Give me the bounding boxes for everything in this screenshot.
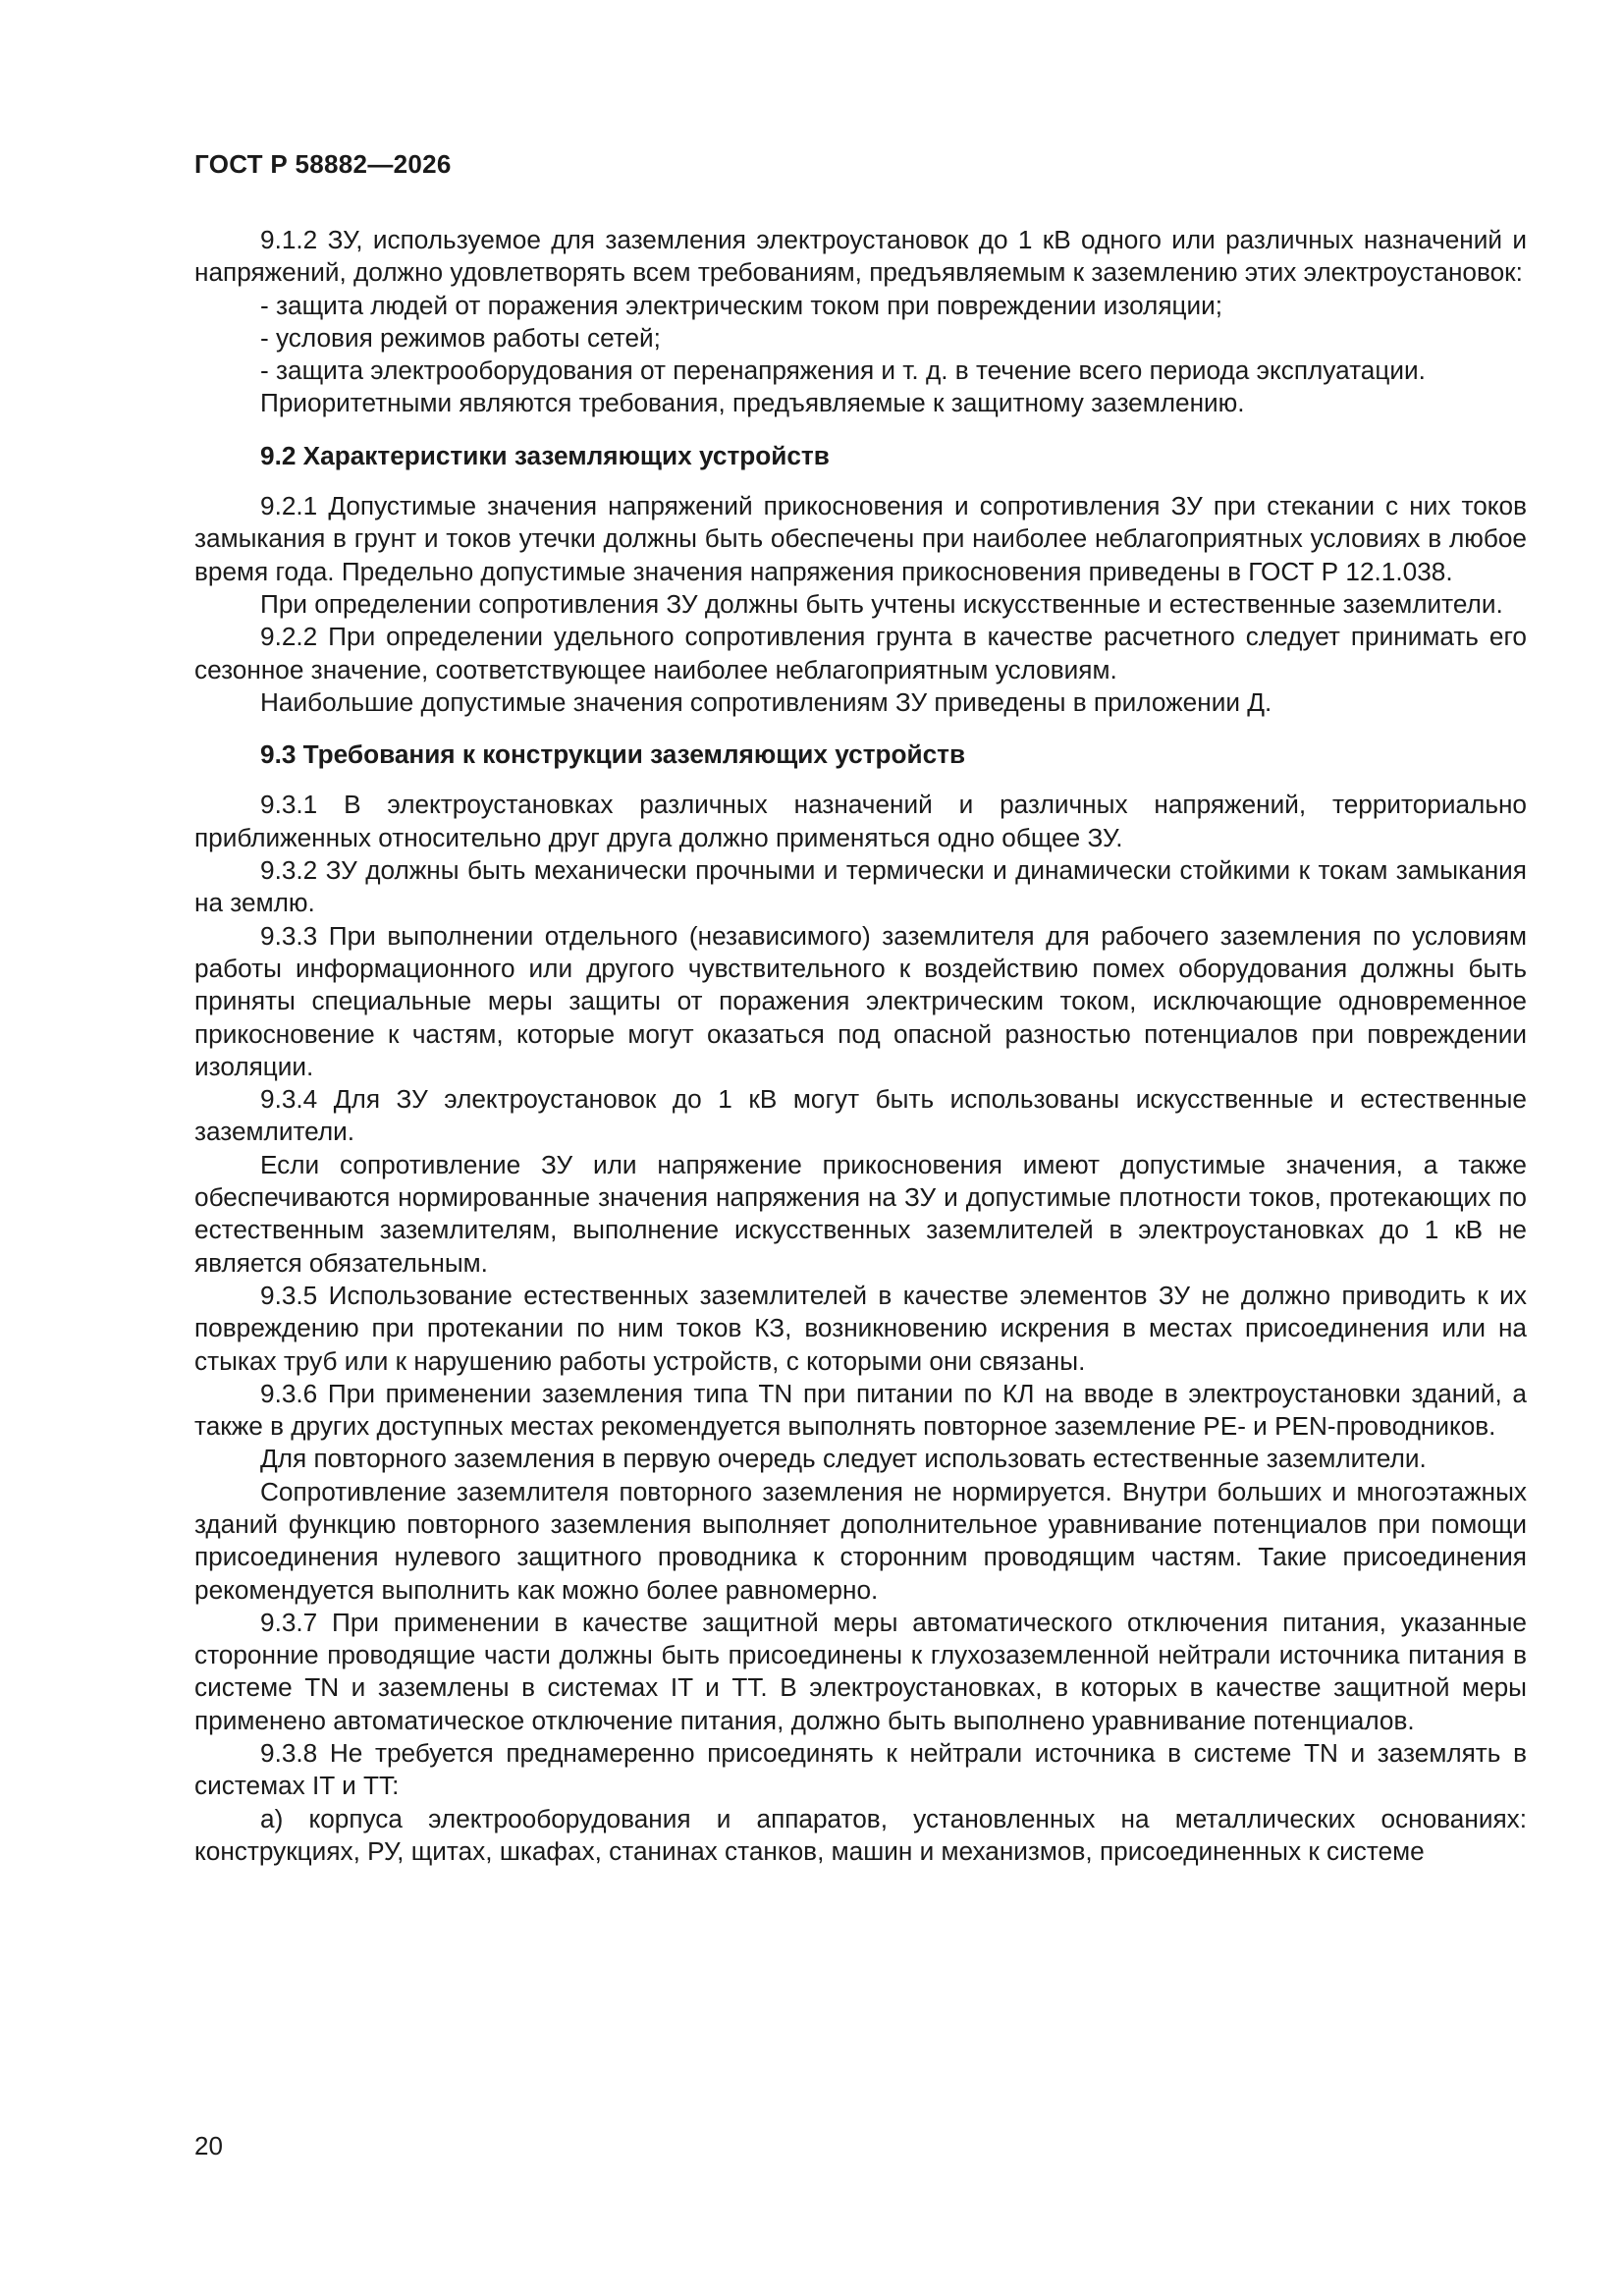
paragraph-item-a: а) корпуса электрооборудования и аппаратов, установленных на металлических основаниях: конструкциях, РУ, щитах, шкафах, станинах станков, машин и механизмов, присоединенных к системе bbox=[194, 1803, 1527, 1866]
paragraph-9-3-6: 9.3.6 При применении заземления типа TN при питании по КЛ на вводе в электроустановки зданий, а также в других доступных местах рекомендуется выполнять повторное заземление PE- и PEN-проводников. bbox=[194, 1378, 1527, 1442]
list-item: - защита электрооборудования от перенапряжения и т. д. в течение всего периода эксплуатации. bbox=[260, 355, 1426, 386]
paragraph-9-3-5: 9.3.5 Использование естественных заземлителей в качестве элементов ЗУ не должно приводить к их повреждению при протекании по ним токов КЗ, возникновению искрения в местах присоединения или на стыках труб или к нарушению работы устройств, с которыми они связаны. bbox=[194, 1280, 1527, 1376]
paragraph-9-3-1: 9.3.1 В электроустановках различных назначений и различных напряжений, территориально приближенных относительно друг друга должно применяться одно общее ЗУ. bbox=[194, 790, 1527, 852]
document-header: ГОСТ Р 58882—2026 bbox=[194, 149, 452, 179]
list-item: - условия режимов работы сетей; bbox=[260, 322, 661, 353]
section-heading-9-2: 9.2 Характеристики заземляющих устройств bbox=[260, 440, 830, 470]
page-number: 20 bbox=[194, 2131, 223, 2160]
paragraph: Если сопротивление ЗУ или напряжение прикосновения имеют допустимые значения, а также обеспечиваются нормированные значения напряжения на ЗУ и допустимые плотности токов, протекающих по естественным заземлителям, выполнение искусственных заземлителей в электроустановках до 1 кВ не является обязательным. bbox=[194, 1149, 1527, 1278]
paragraph-9-3-3: 9.3.3 При выполнении отдельного (независимого) заземлителя для рабочего заземления по условиям работы информационного или другого чувствительного к воздействию помех оборудования должны быть приняты специальные меры защиты от поражения электрическим током, исключающие одновременное прикосновение к частям, которые могут оказаться под опасной разностью потенциалов при повреждении изоляции. bbox=[194, 920, 1527, 1081]
paragraph-9-2-1: 9.2.1 Допустимые значения напряжений прикосновения и сопротивления ЗУ при стекании с них токов замыкания в грунт и токов утечки должны быть обеспечены при наиболее неблагоприятных условиях в любое время года. Предельно допустимые значения напряжения прикосновения приведены в ГОСТ Р 12.1.038. bbox=[194, 491, 1527, 586]
paragraph-9-2-2: 9.2.2 При определении удельного сопротивления грунта в качестве расчетного следует принимать его сезонное значение, соответствующее наиболее неблагоприятным условиям. bbox=[194, 622, 1527, 684]
section-heading-9-3: 9.3 Требования к конструкции заземляющих устройств bbox=[260, 739, 966, 770]
document-body bbox=[194, 224, 1527, 1868]
paragraph: Для повторного заземления в первую очередь следует использовать естественные заземлители. bbox=[260, 1444, 1427, 1474]
paragraph-9-3-4: 9.3.4 Для ЗУ электроустановок до 1 кВ могут быть использованы искусственные и естественные заземлители. bbox=[194, 1084, 1527, 1147]
paragraph-9-3-8: 9.3.8 Не требуется преднамеренно присоединять к нейтрали источника в системе TN и заземлять в системах IT и TT: bbox=[194, 1738, 1527, 1801]
paragraph: При определении сопротивления ЗУ должны быть учтены искусственные и естественные заземлители. bbox=[260, 588, 1503, 619]
list-item: - защита людей от поражения электрическим током при повреждении изоляции; bbox=[260, 290, 1223, 320]
paragraph: Сопротивление заземлителя повторного заземления не нормируется. Внутри больших и многоэтажных зданий функцию повторного заземления выполняет дополнительное уравнивание потенциалов при помощи присоединения нулевого защитного проводника к сторонним проводящим частям. Такие присоединения рекомендуется выполнить как можно более равномерно. bbox=[194, 1476, 1527, 1605]
paragraph: Приоритетными являются требования, предъявляемые к защитному заземлению. bbox=[260, 388, 1245, 418]
paragraph: Наибольшие допустимые значения сопротивлениям ЗУ приведены в приложении Д. bbox=[260, 686, 1272, 717]
paragraph-9-3-2: 9.3.2 ЗУ должны быть механически прочными и термически и динамически стойкими к токам замыкания на землю. bbox=[194, 855, 1527, 918]
paragraph-9-3-7: 9.3.7 При применении в качестве защитной меры автоматического отключения питания, указанные сторонние проводящие части должны быть присоединены к глухозаземленной нейтрали источника питания в системе TN и заземлены в системах IT и TT. В электроустановках, в которых в качестве защитной меры применено автоматическое отключение питания, должно быть выполнено уравнивание потенциалов. bbox=[194, 1607, 1527, 1735]
paragraph-9-1-2: 9.1.2 ЗУ, используемое для заземления электроустановок до 1 кВ одного или различных назначений и напряжений, должно удовлетворять всем требованиям, предъявляемым к заземлению этих электроустановок: bbox=[194, 225, 1527, 288]
